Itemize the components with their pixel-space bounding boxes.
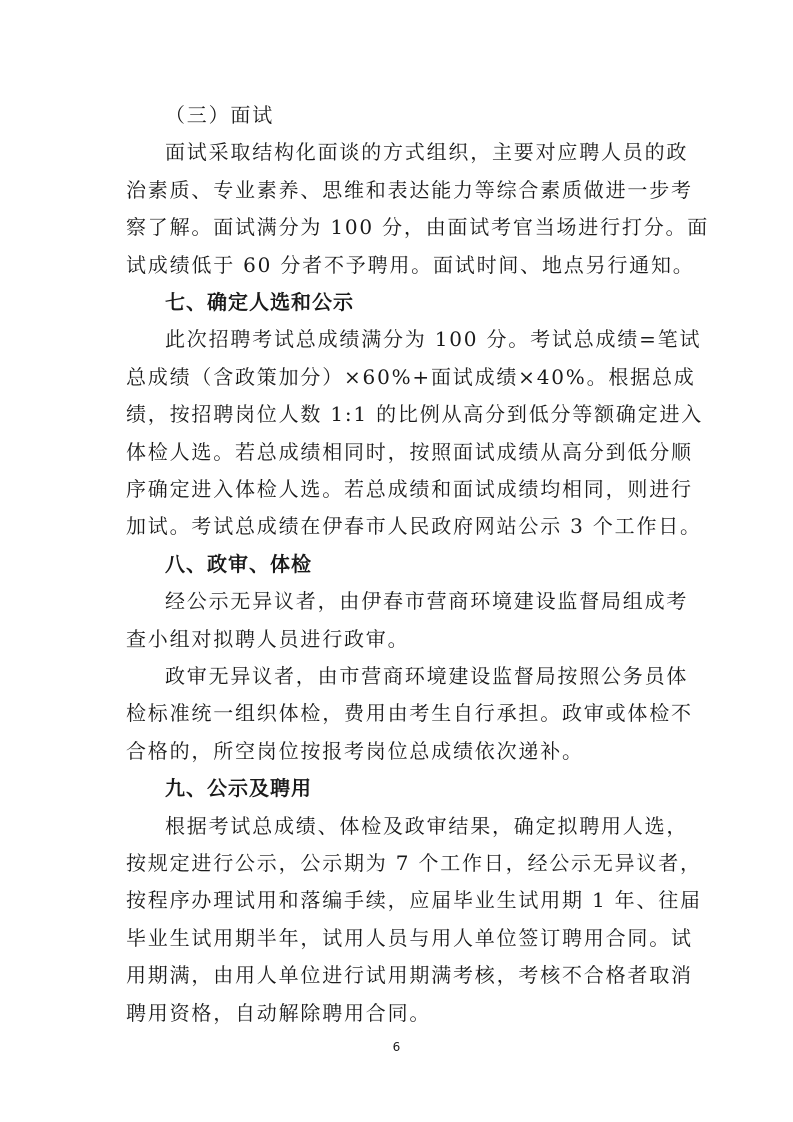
paragraph-line: 试成绩低于 60 分者不予聘用。面试时间、地点另行通知。	[126, 253, 695, 277]
paragraph-line: 面试采取结构化面谈的方式组织，主要对应聘人员的政	[165, 140, 689, 164]
paragraph-line: 此次招聘考试总成绩满分为 100 分。考试总成绩=笔试	[165, 327, 702, 351]
paragraph-line: 用期满，由用人单位进行试用期满考核，考核不合格者取消	[126, 963, 693, 987]
paragraph-line: 绩，按招聘岗位人数 1:1 的比例从高分到低分等额确定进入	[126, 402, 704, 426]
paragraph-line: 检标准统一组织体检，费用由考生自行承担。政审或体检不	[126, 701, 693, 725]
paragraph-line: 总成绩（含政策加分）×60%+面试成绩×40%。根据总成	[126, 365, 696, 389]
paragraph-line: 毕业生试用期半年，试用人员与用人单位签订聘用合同。试	[126, 926, 693, 950]
section-heading-7: 七、确定人选和公示	[165, 290, 354, 314]
paragraph-line: 合格的，所空岗位按报考岗位总成绩依次递补。	[126, 739, 584, 763]
paragraph-line: 察了解。面试满分为 100 分，由面试考官当场进行打分。面	[126, 215, 710, 239]
paragraph-line: 加试。考试总成绩在伊春市人民政府网站公示 3 个工作日。	[126, 514, 702, 538]
paragraph-line: 根据考试总成绩、体检及政审结果，确定拟聘用人选，	[165, 814, 689, 838]
paragraph-line: 聘用资格，自动解除聘用合同。	[126, 1001, 432, 1025]
paragraph-line: 按规定进行公示，公示期为 7 个工作日，经公示无异议者，	[126, 851, 702, 875]
page-number: 6	[392, 1040, 401, 1054]
section-heading-8: 八、政审、体检	[165, 552, 312, 576]
paragraph-line: 治素质、专业素养、思维和表达能力等综合素质做进一步考	[126, 178, 693, 202]
paragraph-line: 经公示无异议者，由伊春市营商环境建设监督局组成考	[165, 589, 689, 613]
subsection-heading-interview: （三）面试	[165, 103, 274, 127]
paragraph-line: 体检人选。若总成绩相同时，按照面试成绩从高分到低分顺	[126, 440, 693, 464]
paragraph-line: 查小组对拟聘人员进行政审。	[126, 627, 410, 651]
paragraph-line: 按程序办理试用和落编手续，应届毕业生试用期 1 年、往届	[126, 888, 702, 912]
paragraph-line: 政审无异议者，由市营商环境建设监督局按照公务员体	[165, 664, 689, 688]
section-heading-9: 九、公示及聘用	[165, 776, 312, 800]
paragraph-line: 序确定进入体检人选。若总成绩和面试成绩均相同，则进行	[126, 477, 693, 501]
